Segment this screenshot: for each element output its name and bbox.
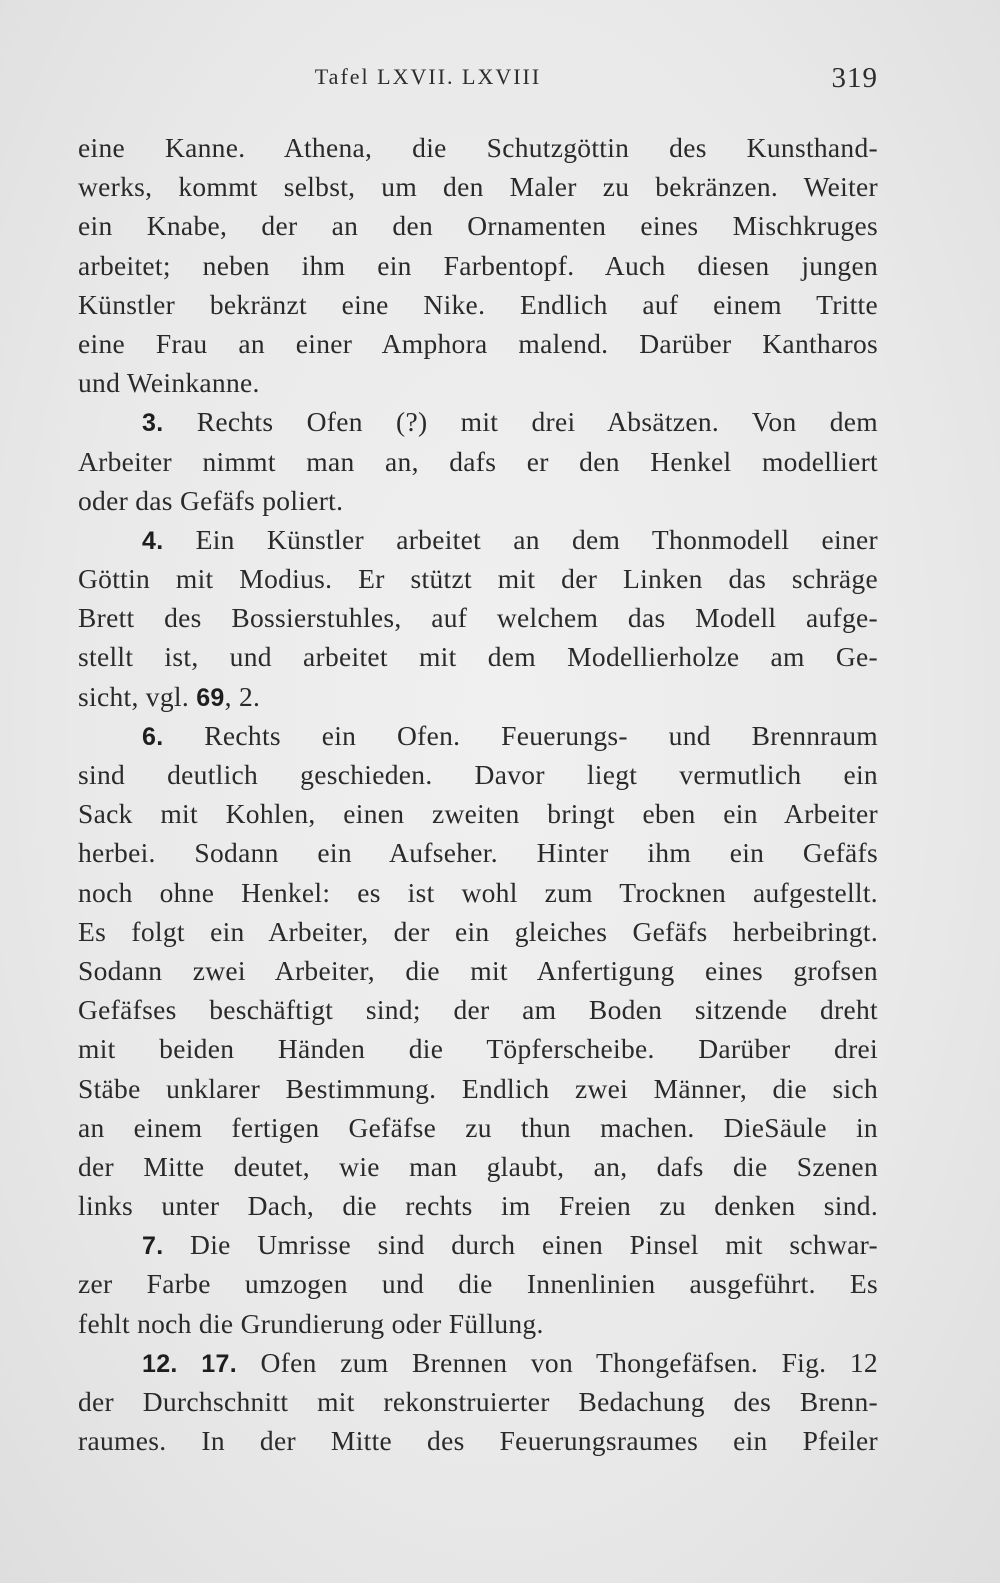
item-number: 6. [142, 722, 164, 751]
text-line: Sack mit Kohlen, einen zweiten bringt eben ein Arbeiter [78, 798, 878, 830]
text-line: 6. Rechts ein Ofen. Feuerungs- und Brennraum [142, 719, 878, 751]
running-head: Tafel LXVII. LXVIII [314, 64, 542, 89]
item-number: 12. 17. [142, 1349, 237, 1378]
text-line: ein Knabe, der an den Ornamenten eines Mischkruges [78, 210, 878, 242]
item-number: 3. [142, 409, 164, 438]
text-line: der Mitte deutet, wie man glaubt, an, dafs die Szenen [78, 1150, 878, 1182]
text-line: an einem fertigen Gefäfse zu thun machen. DieSäule in [78, 1111, 878, 1143]
text-line: Göttin mit Modius. Er stützt mit der Linken das schräge [78, 563, 878, 595]
text-line: eine Frau an einer Amphora malend. Darüber Kantharos [78, 327, 878, 359]
text-line: raumes. In der Mitte des Feuerungsraumes ein Pfeiler [78, 1425, 878, 1457]
text-line: Stäbe unklarer Bestimmung. Endlich zwei Männer, die sich [78, 1072, 878, 1104]
page-number: 319 [831, 62, 878, 94]
text-line: der Durchschnitt mit rekonstruierter Bedachung des Brenn- [78, 1386, 878, 1417]
text-line: 3. Rechts Ofen (?) mit drei Absätzen. Von dem [142, 406, 878, 438]
item-number: 4. [142, 526, 164, 555]
text-line: Sodann zwei Arbeiter, die mit Anfertigung eines grofsen [78, 954, 878, 986]
text-line: Künstler bekränzt eine Nike. Endlich auf einem Tritte [78, 288, 878, 320]
text-line: oder das Gefäfs poliert. [78, 484, 344, 516]
text-line: stellt ist, und arbeitet mit dem Modellierholze am Ge- [78, 641, 878, 673]
text-line: Brett des Bossierstuhles, auf welchem das Modell aufge- [78, 602, 878, 634]
text-line: mit beiden Händen die Töpferscheibe. Darüber drei [78, 1033, 878, 1065]
text-line: 12. 17. Ofen zum Brennen von Thongefäfsen. Fig. 12 [142, 1346, 878, 1378]
body-text [78, 128, 878, 1460]
text-line: Es folgt ein Arbeiter, der ein gleiches Gefäfs herbeibringt. [78, 915, 878, 947]
text-line: werks, kommt selbst, um den Maler zu bekränzen. Weiter [78, 171, 878, 203]
text-line: eine Kanne. Athena, die Schutzgöttin des Kunsthand- [78, 132, 878, 163]
text-line: Arbeiter nimmt man an, dafs er den Henkel modelliert [78, 445, 878, 477]
item-number: 7. [142, 1232, 164, 1261]
text-line: fehlt noch die Grundierung oder Füllung. [78, 1307, 544, 1339]
text-line: zer Farbe umzogen und die Innenlinien ausgeführt. Es [78, 1268, 878, 1300]
text-line: 7. Die Umrisse sind durch einen Pinsel mit schwar- [142, 1229, 878, 1261]
text-line: und Weinkanne. [78, 367, 260, 399]
text-line: Gefäfses beschäftigt sind; der am Boden sitzende dreht [78, 994, 878, 1026]
text-line: noch ohne Henkel: es ist wohl zum Trocknen aufgestellt. [78, 876, 878, 908]
text-line: sind deutlich geschieden. Davor liegt vermutlich ein [78, 759, 878, 790]
text-line: arbeitet; neben ihm ein Farbentopf. Auch diesen jungen [78, 249, 878, 281]
text-line: herbei. Sodann ein Aufseher. Hinter ihm ein Gefäfs [78, 837, 878, 869]
text-line: sicht, vgl. 69, 2. [78, 680, 261, 712]
text-line: 4. Ein Künstler arbeitet an dem Thonmodell einer [142, 523, 878, 555]
plate-reference: 69 [196, 683, 225, 712]
page-header [78, 58, 878, 98]
text-line: links unter Dach, die rechts im Freien zu denken sind. [78, 1190, 878, 1222]
